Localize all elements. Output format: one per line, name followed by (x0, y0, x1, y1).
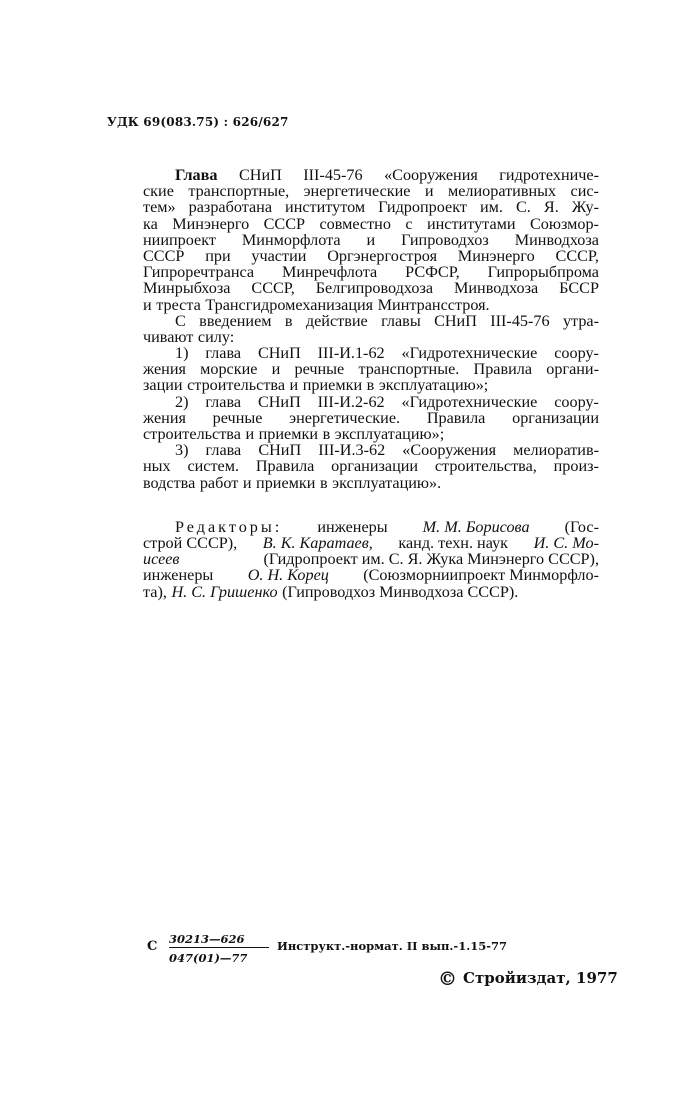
word: систем. (187, 457, 240, 476)
word: морские (200, 360, 258, 379)
text-line (143, 410, 599, 426)
word: транспортные, (188, 182, 290, 201)
editor-text: та), (143, 582, 167, 601)
word: III-И.3-62 (318, 441, 386, 460)
text-line (143, 377, 599, 393)
copyright-icon: © (438, 968, 457, 990)
word: Гипроводхоз (401, 230, 489, 249)
word: Минтрансстроя. (377, 295, 490, 314)
editor-name: М. М. Борисова (422, 517, 530, 536)
text-line (143, 232, 599, 248)
word: СССР (143, 246, 185, 265)
word: глава (205, 344, 242, 363)
word: органи- (546, 360, 599, 379)
intro-paragraph (143, 167, 599, 313)
word: Минморфлота (241, 230, 341, 249)
word: мелиоративных (447, 182, 557, 201)
word: строительства, (434, 457, 537, 476)
text-line (143, 297, 599, 313)
text-line (143, 329, 599, 345)
text-line (143, 519, 599, 535)
text-line (143, 216, 599, 232)
word: и (289, 376, 299, 395)
word: с (405, 214, 413, 233)
copyright-line (438, 968, 618, 990)
text-line (143, 313, 599, 329)
word: ниипроект (143, 230, 216, 249)
word: институтом (285, 198, 366, 217)
word: «Гидротехнические (401, 344, 538, 363)
word: Глава (175, 166, 218, 184)
word: С. (516, 198, 531, 217)
word: треста (156, 295, 201, 314)
word: Минводхоза (514, 230, 599, 249)
word: и (366, 230, 376, 249)
editor-text: (Гидропроект им. С. Я. Жука Минэнерго СССР), (263, 550, 599, 569)
word: жения (143, 408, 186, 427)
word: энергетические. (289, 408, 401, 427)
udk-code: УДК 69(083.75) : 626/627 (107, 115, 289, 129)
word: Гидропроект (378, 198, 467, 217)
editors-paragraph (143, 519, 599, 600)
word: действие (305, 311, 368, 330)
word: 1) (175, 344, 189, 363)
word: Белгипроводхоза (315, 279, 434, 298)
word: и (245, 425, 255, 443)
word: строительства (187, 376, 286, 395)
word: в (322, 425, 331, 443)
word: эксплуатацию»; (334, 425, 445, 443)
text-line (143, 458, 599, 474)
word: мелиоратив- (513, 441, 599, 460)
word: и (424, 182, 434, 201)
editors-label: Редакторы: (175, 517, 283, 536)
imprint-numerator: 30213—626 (169, 932, 269, 948)
superseded-items-list (143, 345, 599, 491)
editor-text: (Гипроводхоз Минводхоза СССР). (282, 582, 519, 601)
word: соору- (554, 392, 599, 411)
word: эксплуатацию»; (378, 376, 489, 395)
word: С (175, 311, 186, 330)
word: зации (143, 376, 183, 395)
word: Минрыбхоза (143, 279, 231, 298)
supersedes-paragraph (143, 313, 599, 345)
word: силу: (197, 327, 235, 346)
word: гидротехниче- (499, 166, 599, 184)
text-line (143, 199, 599, 215)
word: БССР (559, 279, 599, 298)
word: введением (199, 311, 272, 330)
editor-name: И. С. Мо- (533, 533, 599, 552)
word: Гипроречтранса (143, 263, 255, 282)
text-line (143, 167, 599, 183)
text-line (143, 584, 599, 600)
word: III-45-76 (490, 311, 550, 330)
word: Жу- (571, 198, 599, 217)
word: в (284, 311, 293, 330)
word: Минэнерго (172, 214, 250, 233)
word: Союзмор- (529, 214, 599, 233)
text-line (143, 280, 599, 296)
word: строительства (143, 425, 241, 443)
word: «Сооружения (384, 166, 478, 184)
word: Я. (543, 198, 559, 217)
word: СНиП (257, 392, 301, 411)
editor-name: исеев (143, 550, 180, 569)
word: совместно (319, 214, 391, 233)
editor-name: В. К. Каратаев, (262, 533, 373, 552)
word: эксплуатацию». (332, 473, 442, 492)
imprint-fraction (169, 932, 269, 965)
word: III-И.1-62 (317, 344, 385, 363)
word: СССР (263, 214, 306, 233)
word: утра- (562, 311, 599, 330)
word: разработана (188, 198, 273, 217)
superseded-item (143, 442, 599, 491)
word: речные (212, 408, 263, 427)
publisher-year: Стройиздат, 1977 (463, 969, 618, 987)
word: транспортные. (358, 360, 460, 379)
word: работ (199, 473, 239, 492)
editor-name: Н. С. Гришенко (171, 582, 278, 601)
word: институтами (426, 214, 516, 233)
word: СССР, (251, 279, 295, 298)
editor-text: (Гос- (564, 517, 599, 536)
superseded-item (143, 345, 599, 394)
editor-text: канд. техн. наук (398, 533, 509, 552)
editor-text: инженеры (143, 566, 214, 585)
word: соору- (554, 344, 599, 363)
word: «Гидротехнические (401, 392, 538, 411)
word: Минводхоза (453, 279, 539, 298)
word: приемки (256, 473, 316, 492)
word: III-45-76 (303, 166, 363, 184)
text-line (143, 394, 599, 410)
word: водства (143, 473, 196, 492)
text-line (143, 567, 599, 583)
word: СНиП (258, 441, 302, 460)
word: Трансгидромеханизация (205, 295, 374, 314)
word: чивают (143, 327, 194, 346)
word: РСФСР, (405, 263, 460, 282)
word: 3) (175, 441, 189, 460)
editor-name: О. Н. Корец (247, 566, 329, 585)
word: организации (512, 408, 599, 427)
word: приемки (258, 425, 319, 443)
word: речные (294, 360, 345, 379)
imprint-letter: С (147, 939, 158, 954)
word: Гипрорыбпрома (487, 263, 599, 282)
text-line (143, 426, 599, 442)
text-line (143, 183, 599, 199)
editor-text: (Союзморниипроект Минморфло- (363, 566, 599, 585)
word: 2) (175, 392, 189, 411)
word: Правила (426, 408, 486, 427)
word: ка (143, 214, 158, 233)
word: глава (205, 392, 242, 411)
word: участии (251, 246, 307, 265)
text-line (143, 361, 599, 377)
text-line (143, 248, 599, 264)
text-line (143, 475, 599, 491)
imprint-series: Инструкт.-нормат. II вып.-1.15-77 (277, 939, 507, 953)
word: СНиП (257, 344, 301, 363)
word: главы (381, 311, 421, 330)
word: Правила (255, 457, 315, 476)
text-line (143, 442, 599, 458)
text-line (143, 264, 599, 280)
word: сис- (570, 182, 599, 201)
word: СНиП (238, 166, 282, 184)
word: им. (480, 198, 503, 217)
word: при (205, 246, 231, 265)
word: энергетические (303, 182, 411, 201)
word: в (366, 376, 375, 395)
text-line (143, 345, 599, 361)
word: жения (143, 360, 186, 379)
word: ных (143, 457, 171, 476)
text-line (143, 535, 599, 551)
word: III-И.2-62 (317, 392, 385, 411)
word: тем» (143, 198, 176, 217)
word: и (271, 360, 281, 379)
editor-text: инженеры (317, 517, 388, 536)
text-line (143, 551, 599, 567)
word: и (143, 295, 152, 314)
word: приемки (302, 376, 363, 395)
word: Оргэнергостроя (327, 246, 438, 265)
word: СНиП (434, 311, 477, 330)
word: произ- (553, 457, 599, 476)
page-body (143, 167, 599, 600)
word: глава (205, 441, 242, 460)
word: ские (143, 182, 174, 201)
word: Минэнерго (457, 246, 535, 265)
superseded-item (143, 394, 599, 443)
editor-text: строй СССР), (143, 533, 238, 552)
word: в (319, 473, 328, 492)
word: Минречфлота (281, 263, 378, 282)
word: «Сооружения (402, 441, 497, 460)
imprint-denominator: 047(01)—77 (169, 951, 248, 965)
word: Правила (473, 360, 533, 379)
word: организации (331, 457, 419, 476)
word: СССР, (555, 246, 599, 265)
word: и (242, 473, 252, 492)
